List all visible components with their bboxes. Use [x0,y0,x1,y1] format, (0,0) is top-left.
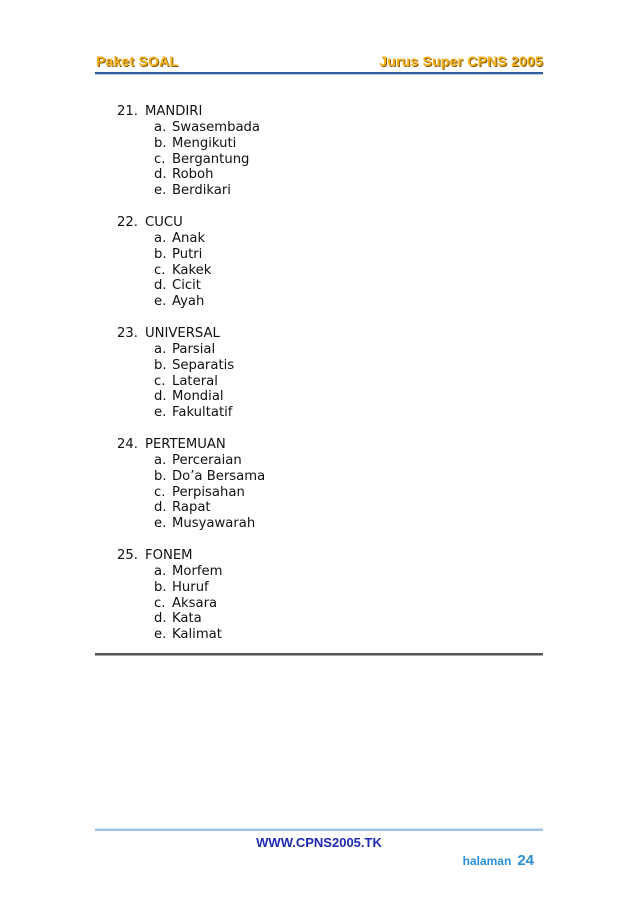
question-24 [117,437,517,532]
footer-page-indicator [463,852,534,870]
option-letter: b. [154,579,167,595]
question-title [117,548,517,564]
option-text: Cicit [172,278,201,294]
option-letter: d. [154,389,167,405]
option-text: Do’a Bersama [172,468,266,484]
question-word: MANDIRI [145,104,203,119]
option-letter: d. [154,167,167,183]
option-letter: e. [154,294,167,310]
option-item [117,183,517,199]
header-left-title: Paket SOAL [96,53,179,69]
option-letter: e. [154,516,167,532]
option-item [117,627,517,643]
footer-website: WWW.CPNS2005.TK [256,835,382,850]
option-text: Lateral [172,373,218,389]
option-item [117,247,517,263]
option-text: Fakultatif [172,405,233,421]
content-end-divider [95,653,543,656]
question-21 [117,104,517,199]
option-text: Musyawarah [172,516,256,532]
question-25 [117,548,517,643]
option-item [117,389,517,405]
option-item [117,453,517,469]
option-item [117,611,517,627]
option-text: Bergantung [172,151,250,167]
option-item [117,342,517,358]
option-text: Kakek [172,262,212,278]
question-22 [117,215,517,310]
option-letter: e. [154,183,167,199]
option-letter: b. [154,468,167,484]
option-item [117,485,517,501]
option-letter: d. [154,500,167,516]
question-title [117,215,517,231]
option-text: Mondial [172,389,224,405]
option-letter: b. [154,135,167,151]
question-title [117,326,517,342]
option-text: Perceraian [172,452,242,468]
footer-divider [95,828,543,831]
question-23 [117,326,517,421]
option-text: Separatis [172,357,235,373]
option-item [117,374,517,390]
page-label: halaman [462,854,512,868]
question-title [117,104,517,120]
option-text: Kata [172,611,202,627]
option-letter: c. [154,151,166,167]
option-text: Morfem [172,563,223,579]
option-text: Ayah [172,294,205,310]
question-number: 24. [117,436,138,452]
option-text: Perpisahan [172,484,245,500]
option-item [117,136,517,152]
question-number: 25. [117,547,138,563]
question-number: 22. [117,214,138,230]
question-word: UNIVERSAL [145,325,220,341]
option-letter: a. [154,563,167,579]
question-word: FONEM [145,547,193,563]
option-item [117,120,517,136]
option-letter: a. [154,230,167,246]
question-number: 21. [117,104,138,119]
option-item [117,405,517,421]
option-letter: a. [154,120,167,135]
option-letter: c. [154,595,166,611]
option-letter: b. [154,357,167,373]
option-item [117,580,517,596]
question-word: CUCU [145,214,183,230]
option-item [117,500,517,516]
option-item [117,516,517,532]
option-text: Huruf [172,579,209,595]
option-letter: c. [154,484,166,500]
header-divider [95,72,543,75]
option-letter: d. [154,611,167,627]
page-number: 24 [517,852,534,869]
option-letter: a. [154,341,167,357]
option-text: Mengikuti [172,135,237,151]
option-letter: e. [154,405,167,421]
option-text: Rapat [172,500,211,516]
question-word: PERTEMUAN [145,436,226,452]
option-item [117,596,517,612]
option-item [117,564,517,580]
option-text: Anak [172,230,206,246]
option-item [117,231,517,247]
option-text: Berdikari [172,183,231,199]
option-text: Putri [172,246,203,262]
question-list [117,104,517,659]
option-text: Roboh [172,167,214,183]
option-text: Parsial [172,341,216,357]
option-item [117,469,517,485]
option-text: Kalimat [172,627,222,643]
option-letter: a. [154,452,167,468]
question-title [117,437,517,453]
option-item [117,152,517,168]
option-text: Swasembada [172,120,260,135]
header-right-title: Jurus Super CPNS 2005 [379,53,543,69]
option-text: Aksara [172,595,218,611]
option-item [117,294,517,310]
question-number: 23. [117,325,138,341]
option-letter: c. [154,262,166,278]
option-item [117,263,517,279]
option-letter: c. [154,373,166,389]
option-item [117,278,517,294]
option-item [117,167,517,183]
option-letter: e. [154,627,167,643]
option-letter: d. [154,278,167,294]
option-item [117,358,517,374]
option-letter: b. [154,246,167,262]
